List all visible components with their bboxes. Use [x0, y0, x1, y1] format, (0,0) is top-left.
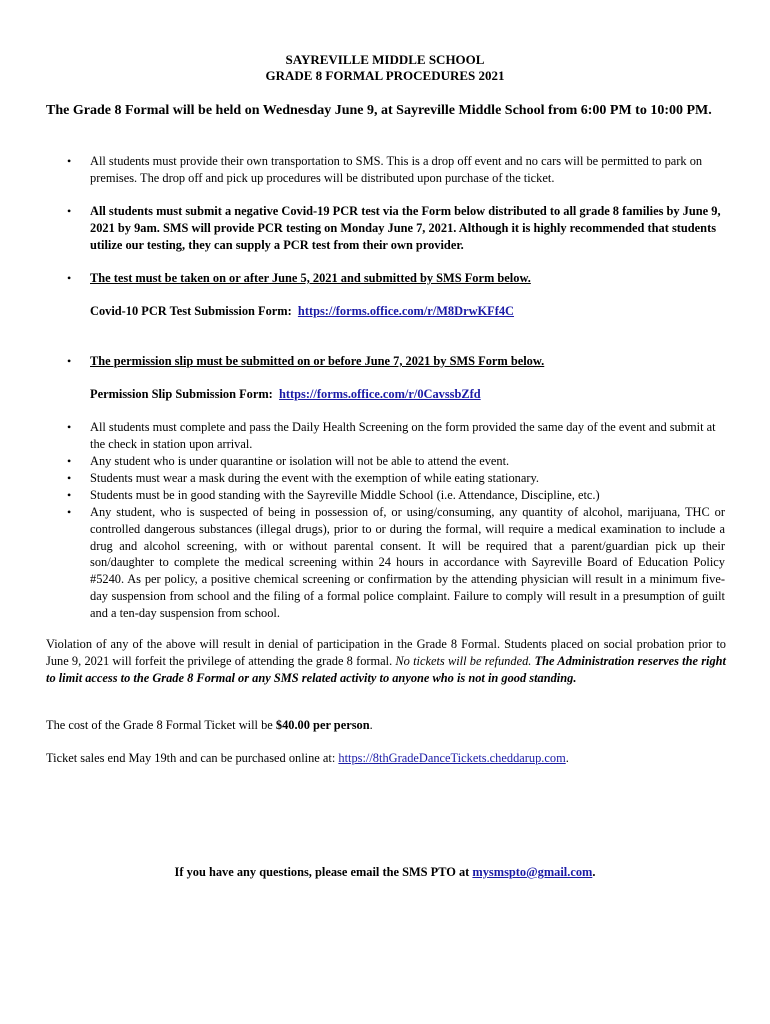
bullet-covid: All students must submit a negative Covid-19 PCR test via the Form below distributed to all grade 8 families by June 9, 2021 by 9am. SMS will provide PCR testing on Monday June 7, 2021. Although it is highly recommended that students utilize our testing, they can supply a PCR test from their own provider. [90, 204, 721, 252]
covid-form-link[interactable]: https://forms.office.com/r/M8DrwKFf4C [297, 304, 515, 318]
bullet-screening: All students must complete and pass the Daily Health Screening on the form provided the same day of the event and submit at the check in station upon arrival. [90, 420, 716, 451]
violation-text: Violation of any of the above will result in denial of participation in the Grade 8 Formal. Students placed on social probation prior to June 9, 2021 will forfeit the privilege of attending the grade 8 formal. [46, 637, 726, 668]
tickets-suffix: . [565, 751, 569, 765]
bullet-icon: • [67, 488, 72, 502]
bullet-standing: Students must be in good standing with the Sayreville Middle School (i.e. Attendance, Discipline, etc.) [90, 488, 600, 502]
tickets-line [46, 750, 726, 767]
reserve-text: The Administration reserves the right to limit access to the Grade 8 Formal or any SMS related activity to anyone who is not in good standing. [46, 653, 726, 685]
tickets-link[interactable]: https://8thGradeDanceTickets.cheddarup.com [338, 751, 566, 765]
bullet-icon: • [67, 505, 72, 519]
bullet-transport: All students must provide their own transportation to SMS. This is a drop off event and no cars will be permitted to park on premises. The drop off and pick up procedures will be distributed upon purchase of the ticket. [90, 154, 703, 185]
covid-form-label: Covid-10 PCR Test Submission Form: [90, 304, 292, 318]
bullet-test-date: The test must be taken on or after June 5, 2021 and submitted by SMS Form below. [90, 271, 531, 285]
bullet-icon: • [67, 471, 72, 485]
permission-form-link[interactable]: https://forms.office.com/r/0CavssbZfd [279, 387, 481, 401]
covid-form-line [90, 303, 725, 320]
cost-suffix: . [369, 718, 373, 732]
bullet-mask: Students must wear a mask during the event with the exemption of while eating stationary. [90, 471, 539, 485]
bullet-icon: • [67, 354, 72, 368]
bullet-icon: • [67, 420, 72, 434]
violation-paragraph [46, 636, 726, 686]
bullet-substance: Any student, who is suspected of being in possession of, or using/consuming, any quantity of alcohol, marijuana, THC or controlled dangerous substances (illegal drugs), prior to or during the formal, will require a medical examination to include a drug and alcohol screening, with or without parental consent. It will be required that a parent/guardian pick up their son/daughter to complete the medical screening within 24 hours in accordance with Sayreville Board of Education Policy #5240. As per policy, a positive chemical screening or confirmation by the attending physician will result in a minimum five-day suspension from school and the filing of a formal police complaint. Failure to comply will result in a presumption of guilt and a ten-day suspension from school. [90, 505, 725, 620]
no-refund-text: No tickets will be refunded. [395, 653, 532, 668]
school-name: SAYREVILLE MIDDLE SCHOOL [285, 52, 485, 67]
bullet-permission: The permission slip must be submitted on or before June 7, 2021 by SMS Form below. [90, 354, 545, 368]
contact-email-link[interactable]: mysmspto@gmail.com [472, 865, 593, 879]
bullet-icon: • [67, 204, 72, 218]
cost-line [46, 717, 726, 734]
cost-amount: $40.00 per person [275, 718, 370, 732]
bullet-icon: • [67, 454, 72, 468]
tickets-prefix: Ticket sales end May 19th and can be purchased online at: [46, 751, 339, 765]
permission-form-line [90, 386, 725, 403]
contact-suffix: . [592, 865, 596, 879]
contact-line [0, 865, 770, 880]
cost-prefix: The cost of the Grade 8 Formal Ticket will be [46, 718, 276, 732]
intro-paragraph: The Grade 8 Formal will be held on Wednesday June 9, at Sayreville Middle School from 6:00 PM to 10:00 PM. [46, 103, 712, 118]
bullet-icon: • [67, 271, 72, 285]
contact-prefix: If you have any questions, please email the SMS PTO at [174, 865, 473, 879]
bullet-icon: • [67, 154, 72, 168]
document-title: GRADE 8 FORMAL PROCEDURES 2021 [265, 68, 505, 83]
bullet-quarantine: Any student who is under quarantine or isolation will not be able to attend the event. [90, 454, 510, 468]
permission-form-label: Permission Slip Submission Form: [90, 387, 273, 401]
